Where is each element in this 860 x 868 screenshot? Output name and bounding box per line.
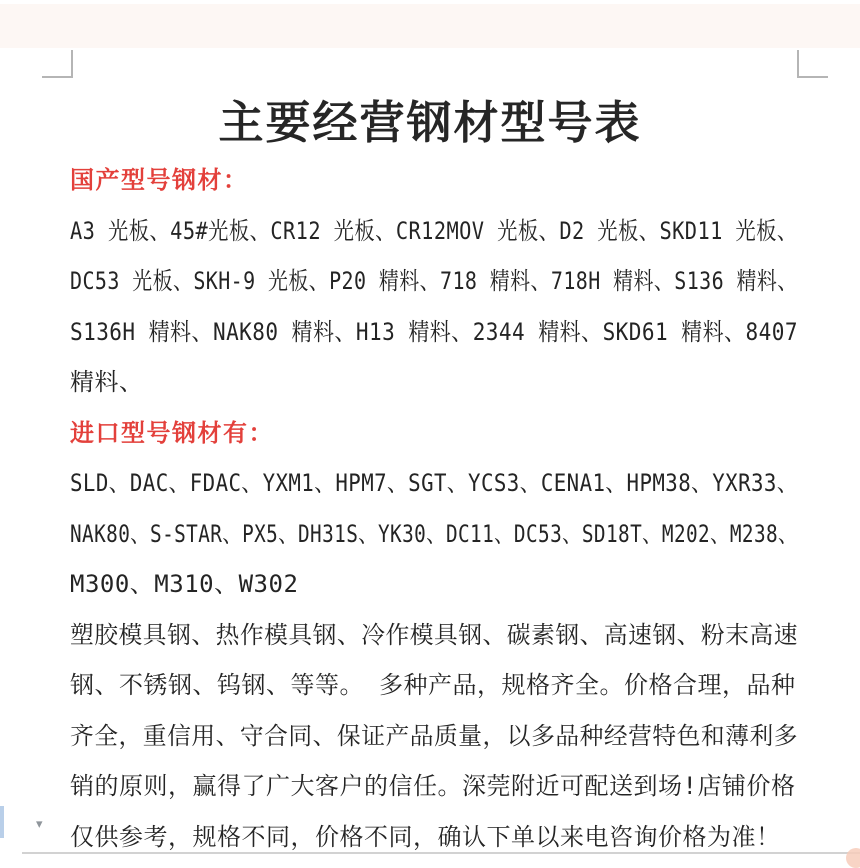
description-line: 销的原则，赢得了广大客户的信任。深莞附近可配送到场!店铺价格 [70, 772, 796, 800]
header-band [0, 0, 860, 48]
page-title: 主要经营钢材型号表 [218, 96, 642, 149]
imported-steel-line: SLD、DAC、FDAC、YXM1、HPM7、SGT、YCS3、CENA1、HPM38、YXR33、 [70, 469, 798, 497]
domestic-steel-line: 精料、 [70, 368, 144, 396]
domestic-steel-line: S136H 精料、NAK80 精料、H13 精料、2344 精料、SKD61 精料、8407 [70, 317, 798, 346]
domestic-steel-line: DC53 光板、SKH-9 光板、P20 精料、718 精料、718H 精料、S136 精料、 [70, 267, 798, 295]
domestic-steel-heading: 国产型号钢材： [70, 166, 249, 194]
description-line: 钢、不锈钢、钨钢、等等。 多种产品，规格齐全。价格合理，品种 [70, 671, 796, 699]
description-line: 齐全，重信用、守合同、保证产品质量，以多品种经营特色和薄利多 [70, 721, 798, 750]
imported-steel-line: NAK80、S-STAR、PX5、DH31S、YK30、DC11、DC53、SD18T、M202、M238、 [70, 519, 798, 548]
page-bottom-divider [22, 852, 860, 854]
description-line: 塑胶模具钢、热作模具钢、冷作模具钢、碳素钢、高速钢、粉末高速 [70, 620, 798, 649]
description-line: 仅供参考，规格不同，价格不同，确认下单以来电咨询价格为准！ [70, 822, 781, 851]
document-body [70, 155, 798, 862]
page-corner-mark-left [42, 50, 73, 78]
page-corner-mark-right [797, 50, 828, 78]
domestic-steel-line: A3 光板、45#光板、CR12 光板、CR12MOV 光板、D2 光板、SKD11 光板、 [70, 216, 798, 245]
chevron-down-icon[interactable]: ▾ [36, 817, 43, 832]
corner-smudge-mark [846, 848, 860, 868]
left-edge-selection-mark [0, 806, 4, 838]
imported-steel-line: M300、M310、W302 [70, 570, 299, 598]
imported-steel-heading: 进口型号钢材有： [70, 418, 274, 447]
